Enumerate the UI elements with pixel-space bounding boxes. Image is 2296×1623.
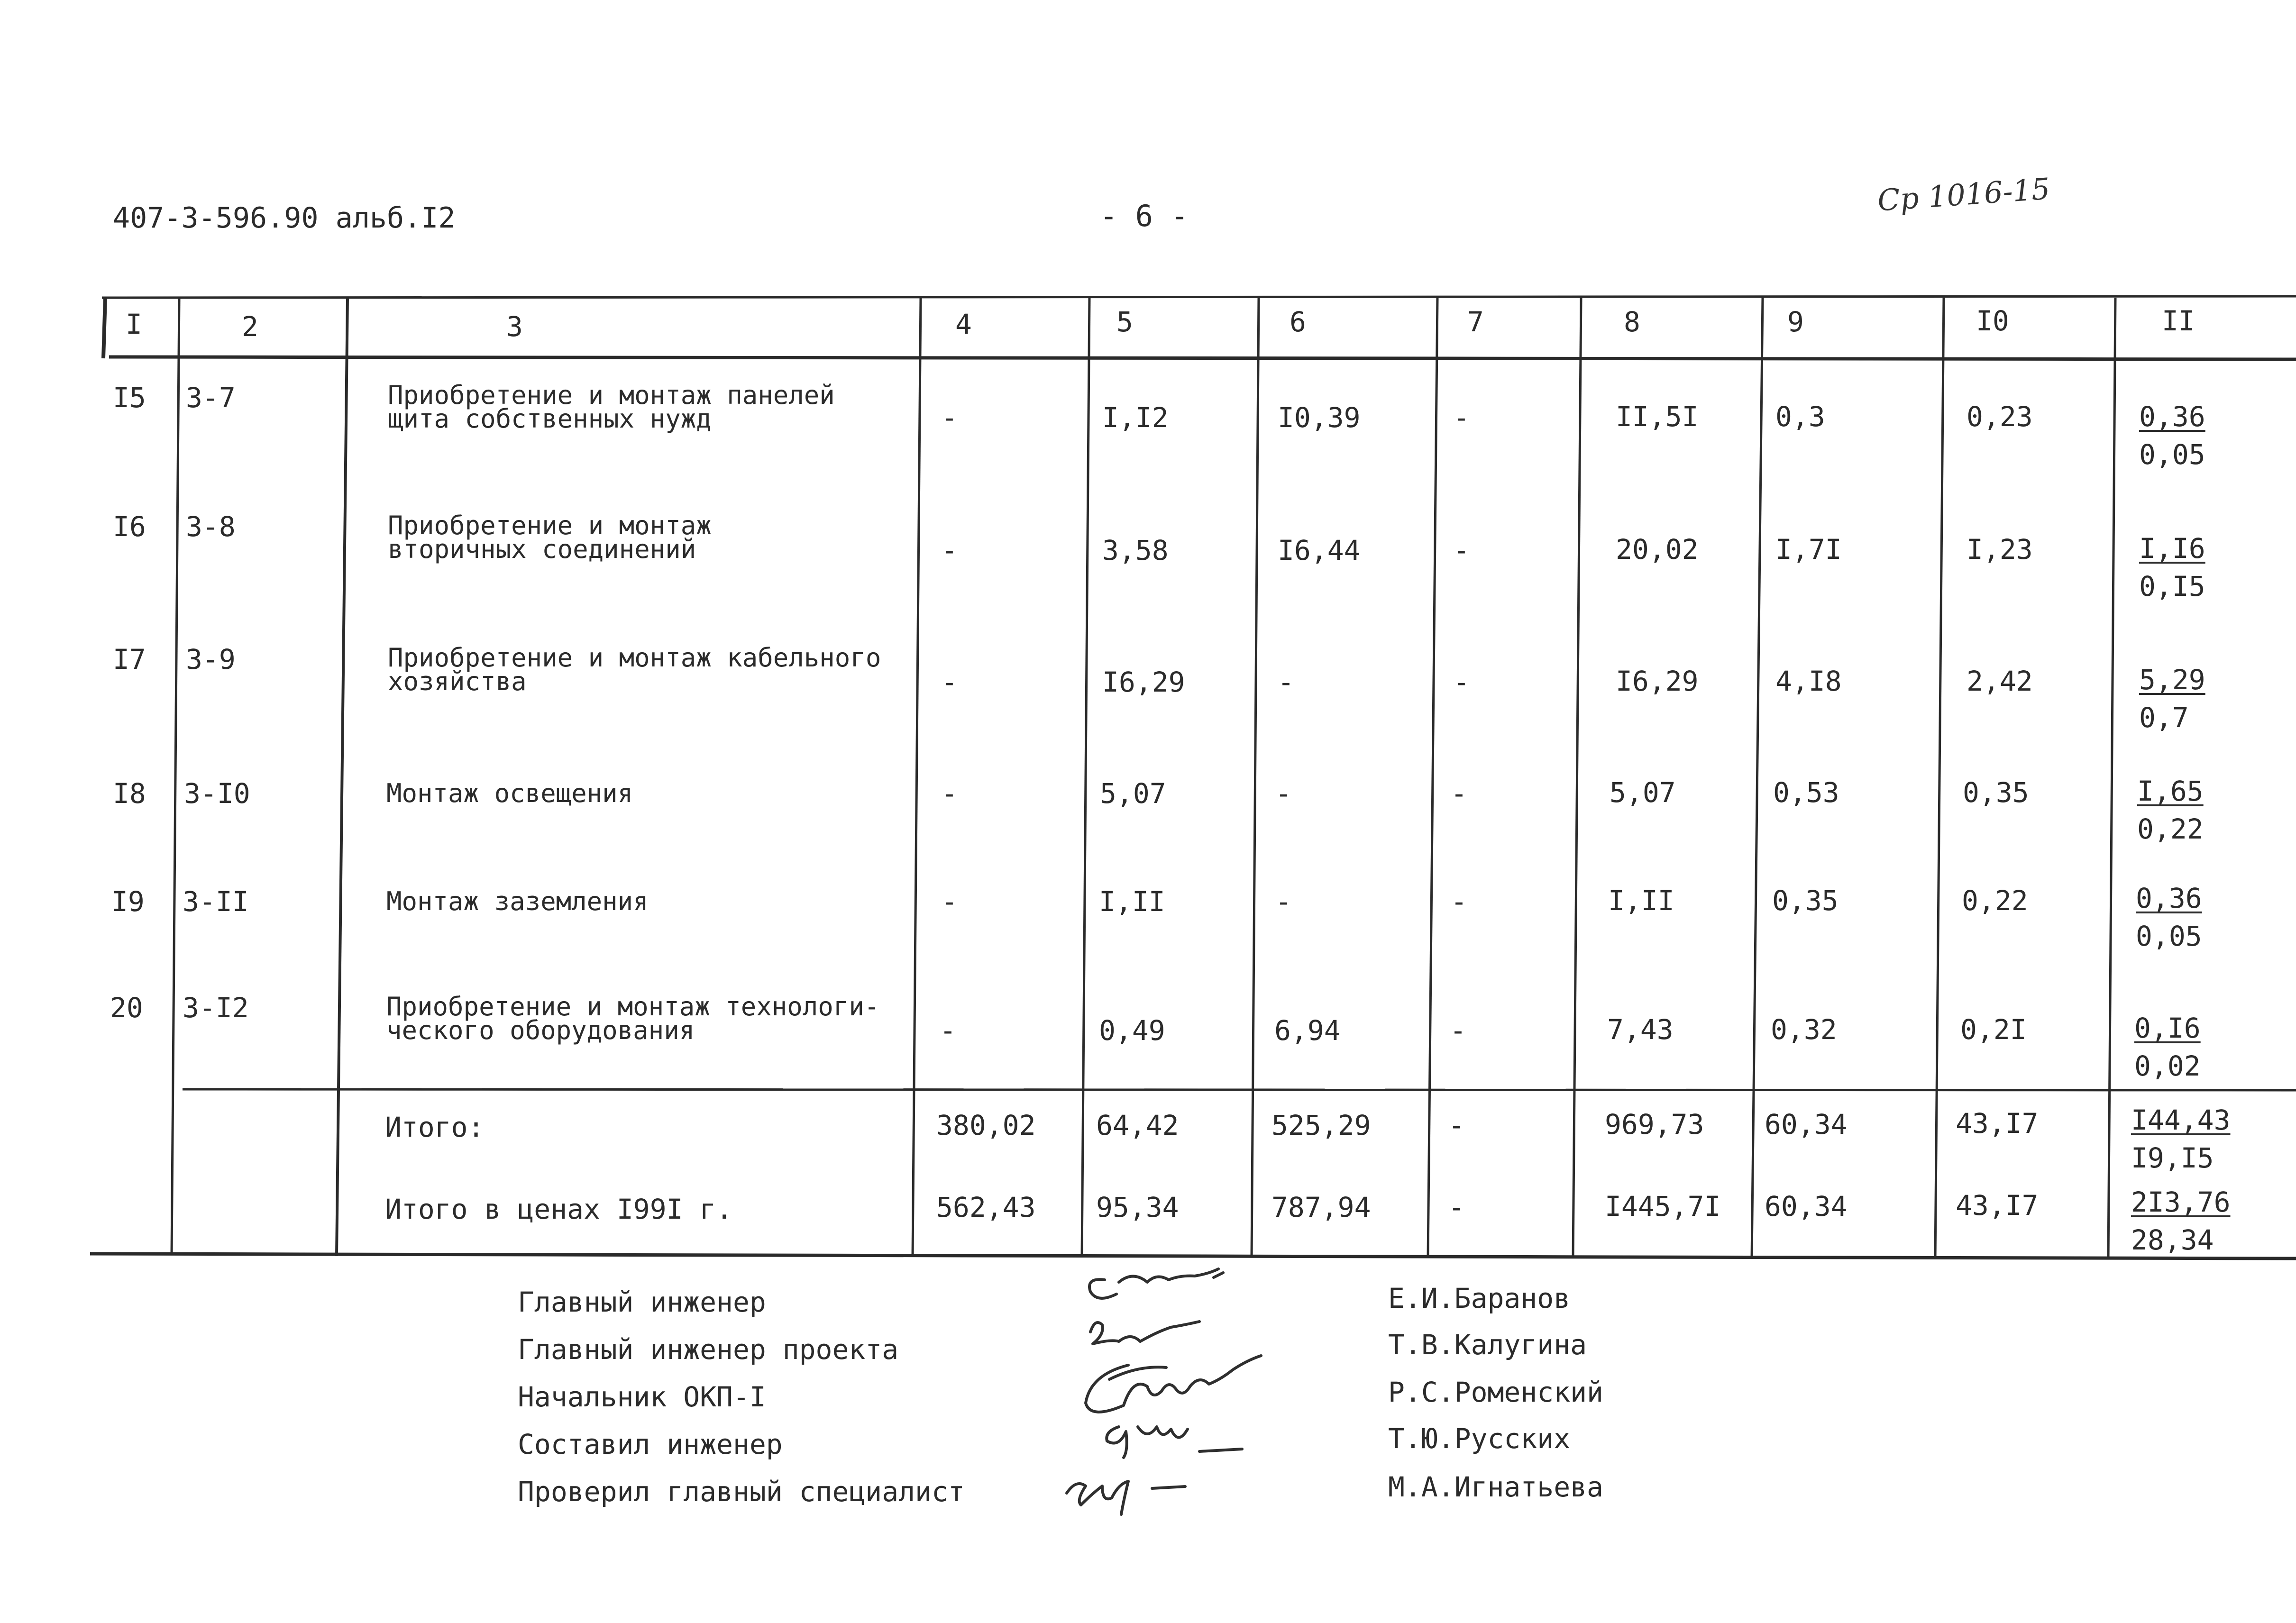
row-description-line: щита собственных нужд: [388, 404, 712, 434]
total-col11-fraction: [2131, 1106, 2231, 1172]
column-header-7: 7: [1467, 306, 1484, 338]
fraction-numerator: 0,36: [2139, 401, 2205, 433]
signature-name: Т.Ю.Русских: [1388, 1422, 1571, 1455]
cell-col4: -: [941, 666, 958, 698]
signature-name: Т.В.Калугина: [1388, 1329, 1587, 1361]
cell-col8: I,II: [1608, 884, 1674, 917]
cell-col11-fraction: [2137, 777, 2204, 843]
cell-col10: 0,23: [1967, 401, 2033, 433]
row-code: 3-9: [186, 643, 236, 675]
row-code: 3-I2: [183, 992, 249, 1024]
cell-col8: 5,07: [1610, 776, 1676, 809]
cell-col10: I,23: [1967, 533, 2033, 565]
total-label: Итого в ценах I99I г.: [385, 1193, 733, 1225]
total-col8: I445,7I: [1605, 1190, 1721, 1222]
signature-role: Начальник ОКП-I: [518, 1381, 766, 1413]
fraction-numerator: I44,43: [2131, 1104, 2231, 1136]
total-col4: 380,02: [936, 1109, 1036, 1141]
row-code: 3-7: [186, 382, 236, 414]
column-header-10: I0: [1976, 305, 2009, 337]
row-description-line: Приобретение и монтаж: [388, 511, 712, 540]
row-description-line: Монтаж заземления: [386, 886, 649, 916]
column-header-11: II: [2162, 305, 2195, 337]
total-label: Итого:: [385, 1111, 485, 1143]
cell-col6: -: [1275, 885, 1292, 918]
total-col9: 60,34: [1765, 1190, 1848, 1222]
fraction-denominator: 0,22: [2137, 813, 2204, 845]
cell-col11-fraction: [2139, 664, 2205, 734]
cell-col7: -: [1453, 401, 1470, 434]
cell-col5: 5,07: [1100, 777, 1166, 810]
fraction-denominator: I9,I5: [2131, 1142, 2214, 1174]
cell-col5: I6,29: [1102, 666, 1185, 698]
cell-col9: 0,3: [1775, 401, 1825, 433]
row-number: I5: [113, 382, 146, 414]
cell-col5: 3,58: [1102, 534, 1169, 566]
cell-col8: I6,29: [1616, 665, 1699, 697]
cell-col7: -: [1450, 1014, 1466, 1047]
cell-col10: 0,2I: [1960, 1013, 2027, 1046]
total-col4: 562,43: [936, 1191, 1036, 1223]
cell-col9: 4,I8: [1775, 665, 1842, 697]
row-description-line: Приобретение и монтаж кабельного: [388, 643, 881, 673]
cell-col11-fraction: [2136, 884, 2202, 950]
total-col7: -: [1448, 1191, 1465, 1223]
total-col8: 969,73: [1605, 1108, 1704, 1140]
cell-col6: I6,44: [1278, 534, 1361, 566]
total-col5: 64,42: [1096, 1109, 1179, 1141]
cell-col9: I,7I: [1775, 533, 1842, 565]
fraction-numerator: 0,36: [2136, 882, 2202, 914]
cell-col11-fraction: [2139, 401, 2205, 471]
cell-col11-fraction: [2134, 1014, 2201, 1080]
cell-col9: 0,35: [1772, 884, 1839, 917]
cell-col8: 20,02: [1616, 533, 1699, 565]
column-header-3: 3: [506, 310, 523, 343]
signature-name: М.А.Игнатьева: [1388, 1471, 1603, 1503]
cell-col7: -: [1451, 885, 1467, 918]
total-col5: 95,34: [1096, 1191, 1179, 1223]
total-col10: 43,I7: [1956, 1189, 2039, 1222]
cell-col10: 2,42: [1967, 665, 2033, 697]
row-description-line: Приобретение и монтаж панелей: [388, 380, 835, 410]
signature-role: Главный инженер проекта: [518, 1333, 899, 1366]
cell-col4: -: [940, 1014, 956, 1047]
cell-col6: 6,94: [1274, 1014, 1341, 1047]
column-header-1: I: [126, 308, 142, 340]
cell-col4: -: [941, 885, 958, 918]
signature-name: Е.И.Баранов: [1388, 1282, 1571, 1314]
cell-col5: I,I2: [1102, 401, 1169, 434]
signature-role: Главный инженер: [518, 1286, 766, 1318]
column-header-2: 2: [242, 310, 258, 343]
total-col6: 787,94: [1271, 1191, 1371, 1223]
cell-col9: 0,32: [1771, 1013, 1837, 1046]
cell-col8: 7,43: [1607, 1013, 1674, 1046]
cell-col6: -: [1275, 777, 1292, 810]
row-number: I7: [113, 643, 146, 675]
cell-col7: -: [1453, 666, 1470, 698]
cell-col5: I,II: [1099, 885, 1165, 918]
cell-col5: 0,49: [1099, 1014, 1165, 1047]
row-description-line: ческого оборудования: [386, 1015, 695, 1045]
signature-role: Составил инженер: [518, 1428, 783, 1460]
fraction-denominator: 0,7: [2139, 702, 2189, 734]
fraction-numerator: 0,I6: [2134, 1012, 2201, 1044]
total-col7: -: [1448, 1109, 1465, 1141]
cell-col7: -: [1451, 777, 1467, 810]
row-number: I8: [113, 777, 146, 810]
handwritten-reference: Ср 1016-15: [1876, 171, 2051, 218]
cell-col4: -: [941, 401, 958, 434]
row-description-line: вторичных соединений: [388, 534, 696, 564]
total-col9: 60,34: [1765, 1108, 1848, 1140]
cell-col8: II,5I: [1616, 401, 1699, 433]
signature-role: Проверил главный специалист: [518, 1476, 965, 1508]
cell-col9: 0,53: [1773, 776, 1839, 809]
cell-col6: I0,39: [1278, 401, 1361, 434]
fraction-denominator: 0,02: [2134, 1050, 2201, 1082]
column-header-9: 9: [1787, 306, 1804, 338]
total-col10: 43,I7: [1956, 1107, 2039, 1140]
cell-col4: -: [941, 534, 958, 566]
fraction-denominator: 0,05: [2139, 438, 2205, 471]
row-description-line: Приобретение и монтаж технологи-: [386, 992, 880, 1021]
cell-col10: 0,35: [1963, 776, 2029, 809]
total-col11-fraction: [2131, 1188, 2231, 1254]
cell-col11-fraction: [2139, 532, 2205, 602]
document-code: 407-3-596.90 альб.I2: [113, 201, 456, 235]
total-col6: 525,29: [1271, 1109, 1371, 1141]
cell-col10: 0,22: [1962, 884, 2028, 917]
fraction-numerator: 2I3,76: [2131, 1186, 2231, 1218]
row-code: 3-I0: [184, 777, 250, 810]
row-description-line: хозяйства: [388, 666, 527, 696]
cell-col6: -: [1278, 666, 1294, 698]
row-number: I9: [111, 885, 145, 918]
fraction-numerator: I,65: [2137, 775, 2204, 807]
row-description-line: Монтаж освещения: [386, 778, 633, 808]
row-code: 3-II: [183, 885, 249, 918]
column-header-4: 4: [955, 308, 972, 340]
row-number: I6: [113, 511, 146, 543]
row-number: 20: [110, 992, 143, 1024]
column-header-6: 6: [1290, 306, 1306, 338]
row-code: 3-8: [186, 511, 236, 543]
fraction-numerator: I,I6: [2139, 532, 2205, 565]
cell-col7: -: [1453, 534, 1470, 566]
fraction-denominator: 0,I5: [2139, 570, 2205, 602]
signature-name: Р.С.Роменский: [1388, 1376, 1603, 1408]
fraction-denominator: 28,34: [2131, 1224, 2214, 1256]
cell-col4: -: [941, 777, 958, 810]
page-number: - 6 -: [1100, 199, 1189, 233]
fraction-numerator: 5,29: [2139, 664, 2205, 696]
column-header-8: 8: [1624, 306, 1640, 338]
column-header-5: 5: [1116, 306, 1133, 338]
fraction-denominator: 0,05: [2136, 920, 2202, 952]
